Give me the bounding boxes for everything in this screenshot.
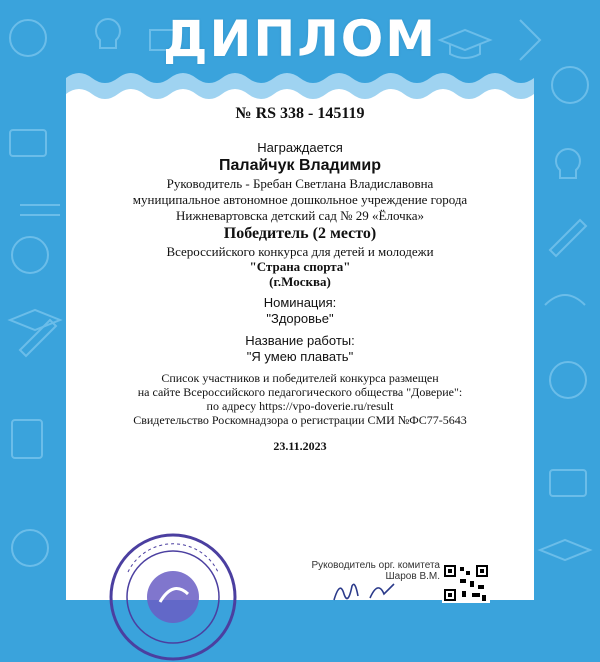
book-icon [10, 130, 46, 156]
graduation-cap-icon [540, 540, 590, 560]
soccer-ball-icon [12, 530, 48, 566]
signer-name: Шаров В.М. [385, 571, 440, 582]
signer-title: Руководитель орг. комитета [311, 560, 440, 571]
soccer-ball-icon [12, 237, 48, 273]
soccer-ball-icon [550, 362, 586, 398]
nomination-value: "Здоровье" [266, 311, 334, 326]
results-notice-line-2: на сайте Всероссийского педагогического общества "Доверие": [137, 385, 463, 399]
results-url-line: по адресу https://vpo-doverie.ru/result [206, 399, 394, 413]
nomination-label: Номинация: [263, 295, 337, 310]
work-title-value: "Я умею плавать" [246, 349, 354, 364]
issue-date: 23.11.2023 [273, 439, 327, 453]
work-title-label: Название работы: [245, 333, 355, 348]
place-award: Победитель (2 место) [223, 225, 377, 242]
recipient-name: Палайчук Владимир [219, 157, 381, 174]
signature-icon [330, 578, 420, 602]
contest-description: Всероссийского конкурса для детей и молодежи [166, 244, 434, 259]
organization-line-1: муниципальное автономное дошкольное учреждение города [132, 192, 468, 207]
awarded-label: Награждается [257, 140, 343, 155]
results-notice-line-1: Список участников и победителей конкурса размещен [161, 371, 439, 385]
graduation-cap-icon [10, 310, 60, 330]
diploma-title: ДИПЛОМ [162, 10, 437, 68]
contest-city: (г.Москва) [269, 274, 331, 289]
qr-code-icon [442, 563, 490, 603]
book-icon [12, 420, 42, 458]
lightbulb-icon [556, 149, 580, 178]
supervisor-line: Руководитель - Бребан Светлана Владиславовна [166, 176, 434, 191]
registration-certificate: Свидетельство Роскомнадзора о регистрации СМИ №ФС77-5643 [133, 413, 467, 427]
seal-stamp-icon [108, 532, 238, 662]
contest-name: "Страна спорта" [249, 259, 351, 274]
diploma-content [66, 104, 534, 454]
diploma-number: № RS 338 - 145119 [235, 105, 365, 122]
soccer-ball-icon [552, 67, 588, 103]
pencil-icon [550, 220, 586, 256]
book-icon [550, 470, 586, 496]
organization-line-2: Нижневартовска детский сад № 29 «Ёлочка» [175, 208, 425, 223]
